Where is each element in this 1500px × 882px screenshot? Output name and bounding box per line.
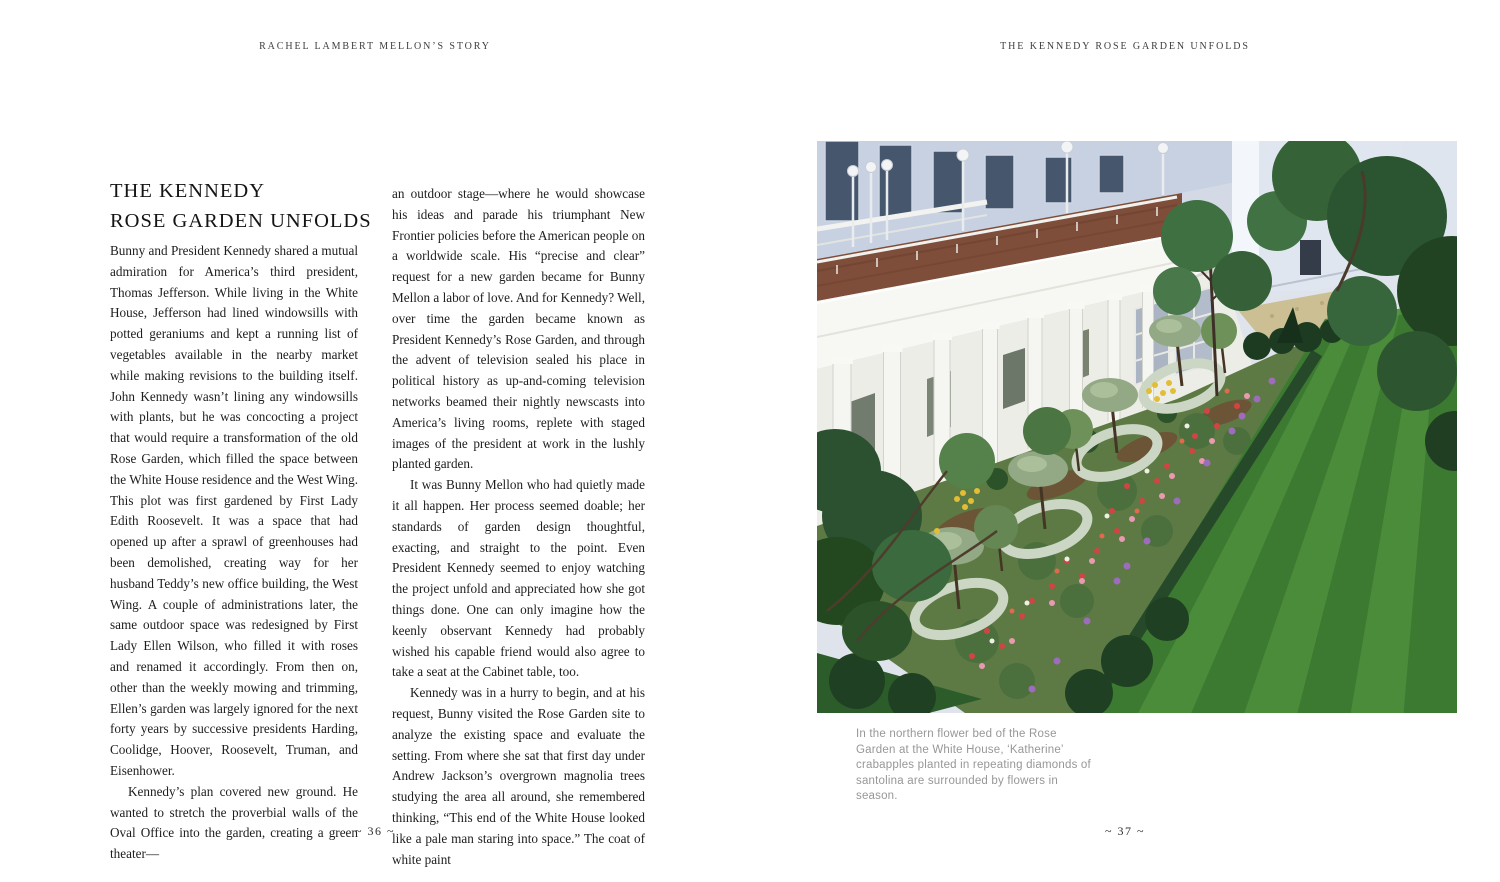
rose-garden-photo (817, 141, 1457, 713)
right-page-number: ~ 37 ~ (1105, 824, 1145, 838)
text-column-2 (392, 184, 645, 870)
left-running-head: RACHEL LAMBERT MELLON’S STORY (259, 41, 491, 52)
paragraph: It was Bunny Mellon who had quietly made it all happen. Her process seemed doable; her standards of garden design thoughtful, exacting, and straight to the point. Even President Kennedy seemed to enjoy watching the project unfold and appreciated how she got things done. One can only imagine how the keenly observant Kennedy had probably wished his capable friend would also agree to take a seat at the Cabinet table, too. (392, 477, 645, 680)
paragraph: an outdoor stage—where he would showcase his ideas and parade his triumphant New Frontier policies before the American people on a worldwide scale. His “precise and clear” request for a new garden became for Bunny Mellon a labor of love. And for Kennedy? Well, over time the garden became known as President Kennedy’s Rose Garden, and through the advent of television sealed his place in political history as up-and-coming television networks beamed their nightly newscasts into America’s living rooms, replete with staged images of the president at work in the lushly planted garden. (392, 186, 645, 472)
text-column-1 (110, 241, 358, 865)
paragraph: Kennedy’s plan covered new ground. He wanted to stretch the proverbial walls of the Oval Office into the garden, creating a green theater— (110, 783, 358, 862)
left-page-number: ~ 36 ~ (355, 824, 395, 838)
rose-garden-photo-illustration (817, 141, 1457, 713)
right-running-head: THE KENNEDY ROSE GARDEN UNFOLDS (1000, 41, 1250, 52)
chapter-title (110, 176, 372, 236)
photo-caption: In the northern flower bed of the Rose Garden at the White House, ‘Katherine’ crabapples planted in repeating diamonds of santolina are surrounded by flowers in season. (856, 728, 1091, 802)
paragraph: Kennedy was in a hurry to begin, and at his request, Bunny visited the Rose Garden site to analyze the existing space and evaluate the setting. From where she sat that first day under Andrew Jackson’s overgrown magnolia trees studying the area all around, she remembered thinking, “This end of the White House looked like a pale man staring into space.” The coat of white paint (392, 685, 645, 867)
chapter-title-line-1: THE KENNEDY (110, 180, 266, 202)
paragraph: Bunny and President Kennedy shared a mutual admiration for America’s third president, Thomas Jefferson. While living in the White House, Jefferson had lined windowsills with potted geraniums and kept a running list of vegetables available in the nearby market while making revisions to the building itself. John Kennedy wasn’t lining any windowsills with plants, but he was concocting a project that would require a transformation of the old Rose Garden, which filled the space between the White House residence and the West Wing. This plot was first gardened by First Lady Edith Roosevelt. It was a space that had opened up after a sprawl of greenhouses had been demolished, creating way for her husband Teddy’s new office building, the West Wing. A couple of administrations later, the same outdoor space was redesigned by First Lady Ellen Wilson, who filled it with roses and renamed it accordingly. From then on, other than the weekly mowing and trimming, Ellen’s garden was largely ignored for the next forty years by successive presidents Harding, Coolidge, Hoover, Roosevelt, Truman, and Eisenhower. (110, 243, 358, 778)
chapter-title-line-2: ROSE GARDEN UNFOLDS (110, 210, 372, 232)
